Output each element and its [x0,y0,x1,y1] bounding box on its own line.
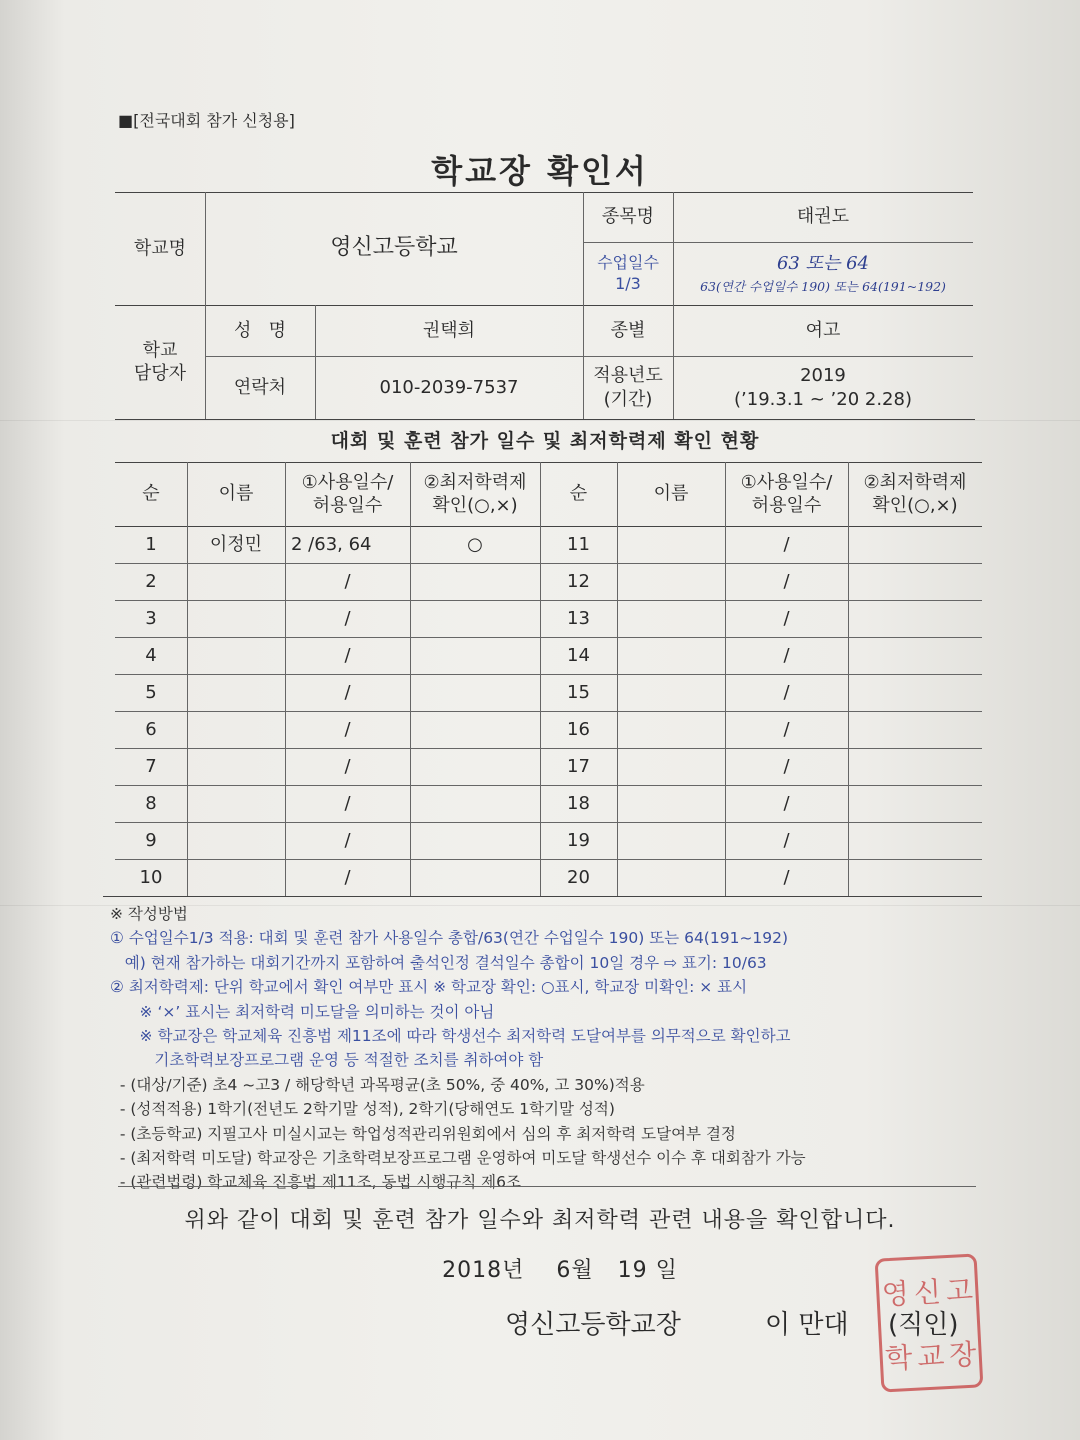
sport-value: 태권도 [796,206,850,228]
days-value-main: 63 또는 64 [776,253,870,275]
gender-value: 여고 [805,319,841,341]
days-used: / [783,533,790,555]
row-number: 1 [145,533,157,555]
seal-glyph: 학 [884,1340,914,1376]
instruction-line: ① 수업일수1/3 적용: 대회 및 훈련 참가 사용일수 총합/63(연간 수업일수 190) 또는 64(191~192) [110,929,789,948]
table-header-cell: 순 [569,483,588,505]
instruction-line: ※ 작성방법 [110,905,188,923]
student-name [617,748,725,785]
table-header-cell: ①사용일수/ 허용일수 [740,471,833,516]
min-achievement-check [410,674,540,711]
row-number: 19 [567,829,590,851]
signer-name: 이 만대 [765,1310,849,1340]
school-label: 학교명 [133,237,187,259]
min-achievement-check [410,822,540,859]
year-label: 적용년도 (기간) [593,365,663,410]
days-used: / [783,570,790,592]
confirmation-text: 위와 같이 대회 및 훈련 참가 일수와 최저학력 관련 내용을 확인합니다. [184,1208,896,1233]
min-achievement-check [848,748,982,785]
student-name [617,822,725,859]
min-achievement-check [410,785,540,822]
document-tag: ■[전국대회 참가 신청용] [118,111,295,130]
days-used: / [344,792,351,814]
gender-label: 종별 [610,319,646,341]
row-number: 9 [145,829,157,851]
row-number: 6 [145,718,157,740]
student-name [187,637,285,674]
row-number: 3 [145,607,157,629]
row-number: 16 [567,718,590,740]
school-value: 영신고등학교 [330,235,458,261]
min-achievement-check [848,785,982,822]
student-name [187,859,285,896]
days-used: 2 /63, 64 [291,533,372,555]
days-used: / [783,792,790,814]
document-title: 학교장 확인서 [431,152,649,190]
table-header-cell: ②최저학력제 확인(○,×) [863,471,967,516]
seal-glyph: 장 [948,1337,978,1372]
days-used: / [344,607,351,629]
instruction-line: ※ 학교장은 학교체육 진흥법 제11조에 따라 학생선수 최저학력 도달여부를 의무적으로 확인하고 [110,1027,791,1045]
min-achievement-check [848,526,982,563]
table-header-cell: 이름 [218,483,254,505]
student-name [617,637,725,674]
min-achievement-check [848,637,982,674]
name-label: 성 명 [234,319,286,341]
student-name [617,674,725,711]
student-name [187,748,285,785]
row-number: 15 [567,681,590,703]
status-title: 대회 및 훈련 참가 일수 및 최저학력제 확인 현황 [330,429,760,452]
seal-glyph: 고 [944,1273,974,1309]
row-number: 2 [145,570,157,592]
instruction-line: - (최저학력 미도달) 학교장은 기초학력보장프로그램 운영하여 미도달 학생선수 이수 후 대회참가 가능 [110,1149,806,1167]
min-achievement-check [410,637,540,674]
table-header-cell: 순 [142,483,160,505]
student-name [187,600,285,637]
min-achievement-check [410,711,540,748]
row-number: 5 [145,681,157,703]
instruction-line: ② 최저학력제: 단위 학교에서 확인 여부만 표시 ※ 학교장 확인: ○표시, 학교장 미확인: × 표시 [110,978,748,997]
min-achievement-check [848,711,982,748]
row-number: 17 [567,755,590,777]
name-value: 권택희 [422,319,476,341]
min-achievement-check: ○ [467,533,483,555]
row-number: 20 [567,866,590,888]
days-used: / [344,829,351,851]
seal-glyph: 영 [881,1277,910,1312]
days-used: / [783,866,790,888]
row-number: 13 [567,607,590,629]
issue-date: 2018년 6월 19 일 [442,1258,678,1283]
min-achievement-check [410,563,540,600]
days-used: / [344,681,351,703]
days-used: / [783,644,790,666]
days-label: 수업일수 1/3 [597,252,659,293]
table-header-cell: ②최저학력제 확인(○,×) [423,471,527,516]
row-number: 7 [145,755,157,777]
instruction-line: ※ ‘×’ 표시는 최저학력 미도달을 의미하는 것이 아님 [110,1002,495,1021]
manager-label: 학교 담당자 [133,339,187,384]
instruction-line: - (초등학교) 지필고사 미실시교는 학업성적관리위원회에서 심의 후 최저학력 도달여부 결정 [110,1124,736,1143]
signer-school: 영신고등학교장 [505,1310,681,1340]
contact-value: 010-2039-7537 [379,376,519,398]
row-number: 14 [567,644,590,666]
student-name [187,785,285,822]
instruction-line: - (관련법령) 학교체육 진흥법 제11조, 동법 시행규칙 제6조 [110,1173,521,1192]
days-used: / [783,829,790,851]
row-number: 10 [139,866,163,888]
min-achievement-check [848,563,982,600]
student-name [187,563,285,600]
days-used: / [783,607,790,629]
days-used: / [344,866,351,888]
row-number: 11 [567,533,590,555]
min-achievement-check [848,822,982,859]
seal-label: (직인) [888,1310,959,1340]
student-name [617,785,725,822]
year-value: 2019 (’19.3.1 ~ ’20 2.28) [734,365,912,410]
table-header-cell: ①사용일수/ 허용일수 [301,471,394,516]
days-used: / [344,644,351,666]
row-number: 4 [145,644,157,666]
instruction-line: - (대상/기준) 초4 ~고3 / 해당학년 과목평균(초 50%, 중 40%, 고 30%)적용 [110,1075,645,1094]
seal-glyph: 신 [913,1275,942,1310]
days-value-detail: 63(연간 수업일수 190) 또는 64(191~192) [700,278,946,294]
min-achievement-check [848,674,982,711]
student-name [617,600,725,637]
student-name [187,674,285,711]
days-used: / [344,718,351,740]
student-name [617,526,725,563]
row-number: 12 [567,570,590,592]
student-name [617,859,725,896]
instruction-line: 기초학력보장프로그램 운영 등 적절한 조치를 취하여야 함 [110,1051,544,1070]
days-value [673,242,973,305]
instruction-line: 예) 현재 참가하는 대회기간까지 포함하여 출석인정 결석일수 총합이 10일 경우 ⇨ 표기: 10/63 [110,953,767,972]
days-used: / [783,755,790,777]
days-used: / [344,755,351,777]
days-used: / [344,570,351,592]
min-achievement-check [848,600,982,637]
min-achievement-check [410,600,540,637]
student-name: 이정민 [209,533,263,555]
min-achievement-check [410,859,540,896]
contact-label: 연락처 [233,376,287,398]
table-header-cell: 이름 [653,483,689,505]
row-number: 8 [145,792,157,814]
days-used: / [783,681,790,703]
sport-label: 종목명 [601,206,655,228]
student-name [617,711,725,748]
min-achievement-check [410,748,540,785]
min-achievement-check [848,859,982,896]
row-number: 18 [567,792,590,814]
days-used: / [783,718,790,740]
official-seal-stamp [875,1253,984,1392]
student-name [617,563,725,600]
student-name [187,822,285,859]
instruction-line: - (성적적용) 1학기(전년도 2학기말 성적), 2학기(당해연도 1학기말 성적) [110,1100,615,1119]
seal-glyph: 교 [916,1339,946,1374]
student-name [187,711,285,748]
